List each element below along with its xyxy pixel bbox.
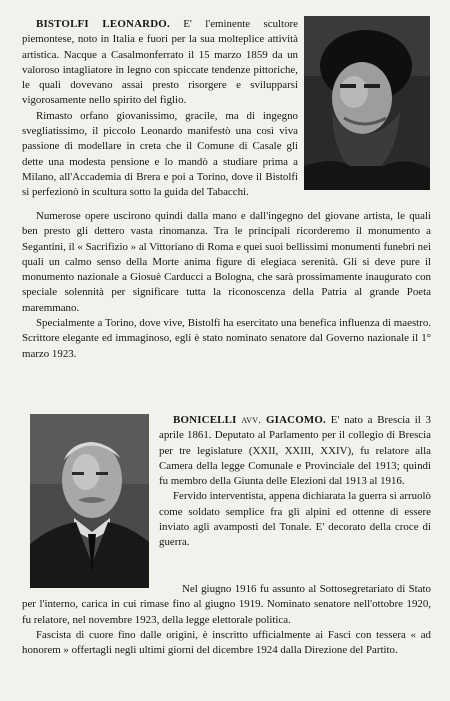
bistolfi-name: BISTOLFI LEONARDO.: [36, 18, 170, 30]
bonicelli-bio: [159, 413, 431, 551]
bonicelli-paragraph-1: BONICELLI avv. GIACOMO. E' nato a Brescia il 3 aprile 1861. Deputato al Parlamento per il collegio di Brescia per tre legislature (XXII, XXIII, XXIV), fu relatore alla Camera della legge Comunale e Provinciale del 1913; quindi fu membro della Giunta delle Elezioni dal 1913 al 1916.: [159, 414, 432, 488]
bonicelli-name: BONICELLI: [173, 414, 237, 426]
bonicelli-paragraph-2: Fervido interventista, appena dichiarata la guerra si arruolò come soldato semplice fra gli alpini ed ottenne di essere inviato agli avamposti del Tonale. E' decorato della croce di guerra.: [159, 490, 431, 549]
bonicelli-title: avv.: [241, 414, 262, 426]
bonicelli-portrait: [30, 414, 149, 588]
bistolfi-paragraph-3: Numerose opere uscirono quindi dalla mano e dall'ingegno del giovane artista, le quali ben presto gli dettero vasta rinomanza. Tra le principali ricorderemo il monumento a Segantini, il « Sacrifizio » al Vittoriano di Roma e quei suoi bellissimi monumenti funebri nei quali un calmo senso della Morte anima figure di elegiaca serenità. Gli si deve pure il monumento nazionale a Giosuè Carducci a Bologna, che sarà prossimamente inaugurato con speciale solennità per significare tutta la riconoscenza della Patria al grande Poeta maremmano.: [22, 210, 431, 314]
bistolfi-bio-wide: [22, 209, 431, 362]
bonicelli-name-first: GIACOMO.: [265, 414, 326, 426]
bistolfi-paragraph-1: BISTOLFI LEONARDO. E' l'eminente scultore piemontese, noto in Italia e fuori per la sua molteplice attività artistica. Nacque a Casalmonferrato il 15 marzo 1859 da un valoroso intagliatore in legno con spiccate tendenze pittoriche, le quali dovevano assai presto risorgere e svilupparsi vigorosamente nello spirito del figlio.: [22, 18, 298, 107]
bistolfi-portrait: [304, 16, 430, 190]
bonicelli-paragraph-3: Nel giugno 1916 fu assunto al Sottosegretariato di Stato per l'interno, carica in cui rimase fino al giugno 1919. Nominato senatore nell'ottobre 1920, fu relatore, nel novembre 1923, della legge elettorale politica.: [22, 583, 431, 626]
bistolfi-paragraph-4: Specialmente a Torino, dove vive, Bistolfi ha esercitato una benefica influenza di maestro. Scrittore elegante ed immaginoso, egli è stato nominato senatore dal Governo nazionale il 1° marzo 1923.: [22, 317, 431, 360]
bonicelli-bio-wide: [22, 582, 431, 658]
bonicelli-paragraph-4: Fascista di cuore fino dalle origini, è inscritto ufficialmente ai Fasci con tessera « ad honorem » offertagli negli ultimi giorni del dicembre 1924 dalla Direzione del Partito.: [22, 628, 431, 657]
bistolfi-bio: [22, 17, 298, 201]
bistolfi-paragraph-2: Rimasto orfano giovanissimo, gracile, ma di ingegno svegliatissimo, il piccolo Leonardo manifestò una così viva passione di modellare in creta che il Comune di Casale gli dette una modesta pensione e lo mandò a studiare prima a Milano, all'Accademia di Brera e poi a Torino, dove il Bistolfi si perfezionò in scultura sotto la guida del Tabacchi.: [22, 109, 298, 199]
